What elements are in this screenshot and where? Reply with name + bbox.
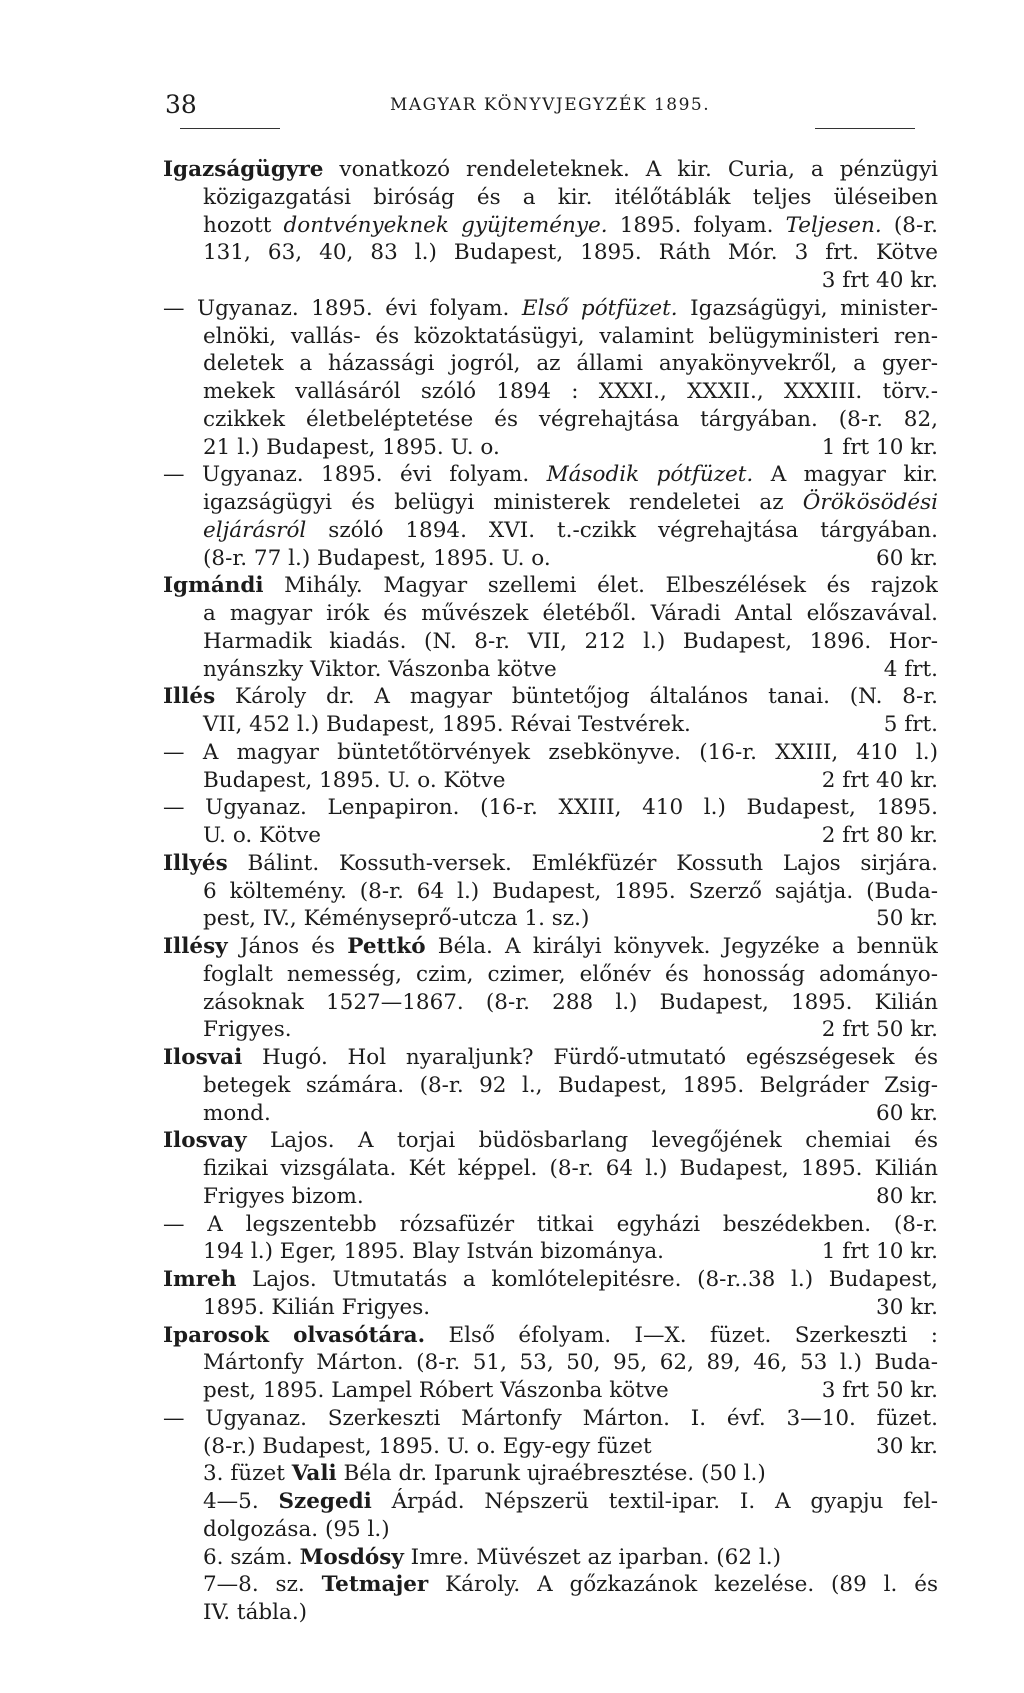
text-line [163, 683, 938, 711]
line-text: — Ugyanaz. 1895. évi folyam. [163, 462, 547, 488]
line-text: János és [227, 934, 348, 959]
line-text: fizikai vizsgálata. Két képpel. (8-r. 64 l.) Budapest, 1895. Kilián [203, 1156, 938, 1181]
line-text: pest, 1895. Lampel Róbert Vászonba kötve [203, 1378, 669, 1403]
italic-text: Örökösödési [802, 490, 938, 515]
line-text: pest, IV., Kéményseprő-utcza 1. sz.) [203, 906, 590, 932]
italic-text: Teljesen. [785, 212, 882, 238]
text-line [163, 545, 938, 573]
line-text: — A legszentebb rózsafüzér titkai egyházi beszédekben. (8-r. [163, 1211, 938, 1237]
line-text: mekek vallásáról szóló 1894 : XXXI., XXXII., XXXIII. törv.- [203, 379, 938, 404]
italic-text: dontvényeknek gyüjteménye. [283, 212, 608, 238]
line-text: (8-r. [881, 212, 938, 238]
line-text: Lajos. A torjai büdösbarlang levegőjének chemiai és [246, 1128, 938, 1154]
entry-author: Szegedi [278, 1489, 372, 1514]
line-text: a magyar irók és művészek életéből. Váradi Antal előszavával. [203, 601, 938, 626]
line-text: nyánszky Viktor. Vászonba kötve [203, 656, 557, 682]
price: 50 kr. [876, 906, 938, 932]
line-text: elnöki, vallás- és közoktatásügyi, valamint belügyministeri ren- [203, 323, 938, 349]
italic-text: Első pótfüzet. [521, 295, 678, 321]
italic-text: eljárásról [203, 517, 307, 543]
entry-author: Pettkó [347, 934, 426, 959]
text-line [163, 350, 938, 378]
price: 3 frt 40 kr. [821, 268, 938, 293]
price: 2 frt 50 kr. [821, 1017, 938, 1043]
text-line [163, 989, 938, 1017]
line-text: Árpád. Népszerü textil-ipar. I. A gyapju fel- [371, 1489, 938, 1514]
entry-author: Illésy [163, 934, 228, 959]
text-line [163, 822, 938, 850]
text-line [163, 267, 938, 295]
line-text: — A magyar büntetőtörvények zsebkönyve. (16-r. XXIII, 410 l.) [163, 739, 938, 765]
text-line [163, 1405, 938, 1433]
line-text: Béla. A királyi könyvek. Jegyzéke a bennük [425, 934, 938, 959]
entry-author: Ilosvai [163, 1045, 243, 1070]
text-line [163, 933, 938, 961]
line-text: foglalt nemesség, czim, czimer, előnév és honosság adományo- [203, 961, 938, 987]
line-text: 194 l.) Eger, 1895. Blay István bizománya. [203, 1239, 665, 1265]
text-line [163, 239, 938, 267]
line-text: Bálint. Kossuth-versek. Emlékfüzér Kossuth Lajos sirjára. [227, 850, 938, 876]
text-line [163, 711, 938, 739]
line-text: 6. szám. [203, 1544, 300, 1570]
line-text: — Ugyanaz. Szerkeszti Mártonfy Márton. I. évf. 3—10. füzet. [163, 1405, 938, 1431]
text-line [163, 212, 938, 240]
text-line [163, 156, 938, 184]
line-text: Mártonfy Márton. (8-r. 51, 53, 50, 95, 62, 89, 46, 53 l.) Buda- [203, 1350, 938, 1376]
line-text: 7—8. sz. [203, 1572, 322, 1598]
bibliography-text [163, 156, 938, 1627]
text-line [163, 1571, 938, 1599]
text-line [163, 1433, 938, 1461]
page-number: 38 [165, 90, 197, 119]
text-line [163, 1155, 938, 1183]
text-line [163, 406, 938, 434]
line-text: Harmadik kiadás. (N. 8-r. VII, 212 l.) Budapest, 1896. Hor- [203, 628, 938, 654]
text-line [163, 489, 938, 517]
entry-author: Igazságügyre [163, 157, 324, 182]
line-text: IV. tábla.) [203, 1600, 308, 1625]
text-line [163, 1127, 938, 1155]
text-line [163, 1460, 938, 1488]
text-line [163, 323, 938, 351]
line-text: deletek a házassági jogról, az állami anyakönyvekről, a gyer- [203, 351, 938, 377]
price: 5 frt. [883, 712, 938, 737]
page-header [0, 80, 1024, 120]
price: 80 kr. [876, 1183, 938, 1209]
line-text: VII, 452 l.) Budapest, 1895. Révai Testvérek. [203, 712, 691, 737]
text-line [163, 850, 938, 878]
header-rule-right [815, 128, 915, 129]
price: 1 frt 10 kr. [821, 1239, 938, 1265]
text-line [163, 434, 938, 462]
text-line [163, 295, 938, 323]
line-text: 1895. Kilián Frigyes. [203, 1294, 431, 1320]
text-line [163, 905, 938, 933]
line-text: Károly dr. A magyar büntetőjog általános tanai. (N. 8-r. [215, 684, 938, 710]
line-text: czikkek életbeléptetése és végrehajtása tárgyában. (8-r. 82, [203, 406, 938, 432]
line-text: 131, 63, 40, 83 l.) Budapest, 1895. Ráth Mór. 3 frt. Kötve [203, 240, 938, 266]
entry-author: Mosdósy [299, 1544, 404, 1570]
price: 4 frt. [883, 656, 938, 682]
text-line [163, 1183, 938, 1211]
entry-author: Illés [163, 684, 216, 710]
text-line [163, 572, 938, 600]
price: 1 frt 10 kr. [821, 434, 938, 460]
text-line [163, 1349, 938, 1377]
entry-author: Imreh [163, 1267, 237, 1292]
text-line [163, 767, 938, 795]
line-text: Hugó. Hol nyaraljunk? Fürdő-utmutató egészségesek és [242, 1045, 938, 1070]
line-text: — Ugyanaz. 1895. évi folyam. [163, 295, 522, 321]
text-line [163, 1377, 938, 1405]
line-text: Igazságügyi, minister- [677, 295, 938, 321]
text-line [163, 794, 938, 822]
text-line [163, 961, 938, 989]
text-line [163, 1599, 938, 1627]
text-line [163, 878, 938, 906]
price: 30 kr. [876, 1294, 938, 1320]
entry-author: Illyés [163, 850, 228, 876]
italic-text: Második pótfüzet. [546, 462, 754, 488]
line-text: Frigyes. [203, 1017, 292, 1043]
line-text: Frigyes bizom. [203, 1183, 364, 1209]
running-title: MAGYAR KÖNYVJEGYZÉK 1895. [390, 95, 711, 115]
line-text: közigazgatási biróság és a kir. itélőtáblák teljes üléseiben [203, 184, 938, 210]
line-text: szóló 1894. XVI. t.-czikk végrehajtása tárgyában. [306, 517, 938, 543]
line-text: 21 l.) Budapest, 1895. U. o. [203, 434, 500, 460]
text-line [163, 378, 938, 406]
line-text: 4—5. [203, 1489, 279, 1514]
line-text: Első éfolyam. I—X. füzet. Szerkeszti : [425, 1322, 938, 1348]
price: 2 frt 80 kr. [821, 823, 938, 848]
text-line [163, 461, 938, 489]
line-text: zásoknak 1527—1867. (8-r. 288 l.) Budapest, 1895. Kilián [203, 989, 938, 1015]
text-line [163, 517, 938, 545]
line-text: Károly. A gőzkazánok kezelése. (89 l. és [428, 1572, 938, 1598]
price: 30 kr. [876, 1433, 938, 1459]
line-text: betegek számára. (8-r. 92 l., Budapest, 1895. Belgráder Zsig- [203, 1072, 938, 1098]
line-text: mond. [203, 1100, 271, 1126]
entry-author: Iparosok olvasótára. [163, 1322, 426, 1348]
entry-author: Vali [291, 1461, 337, 1487]
entry-author: Tetmajer [321, 1572, 429, 1598]
text-line [163, 184, 938, 212]
line-text: A magyar kir. [753, 462, 938, 488]
line-text: vonatkozó rendeleteknek. A kir. Curia, a pénzügyi [323, 157, 938, 182]
text-line [163, 1211, 938, 1239]
price: 60 kr. [876, 1100, 938, 1126]
entry-author: Ilosvay [163, 1128, 247, 1154]
line-text: Lajos. Utmutatás a komlótelepitésre. (8-r..38 l.) Budapest, [236, 1267, 938, 1292]
header-rule-left [180, 128, 280, 129]
text-line [163, 656, 938, 684]
text-line [163, 1294, 938, 1322]
line-text: dolgozása. (95 l.) [203, 1516, 390, 1542]
text-line [163, 600, 938, 628]
text-line [163, 739, 938, 767]
entry-author: Igmándi [163, 573, 264, 599]
text-line [163, 1322, 938, 1350]
line-text: (8-r.) Budapest, 1895. U. o. Egy-egy füzet [203, 1433, 652, 1459]
line-text: 6 költemény. (8-r. 64 l.) Budapest, 1895. Szerző sajátja. (Buda- [203, 878, 938, 904]
line-text: 3. füzet [203, 1461, 292, 1487]
text-line [163, 1016, 938, 1044]
line-text: Mihály. Magyar szellemi élet. Elbeszélések és rajzok [263, 573, 938, 599]
line-text: (8-r. 77 l.) Budapest, 1895. U. o. [203, 545, 551, 571]
text-line [163, 628, 938, 656]
price: 3 frt 50 kr. [821, 1378, 938, 1403]
price: 60 kr. [876, 545, 938, 571]
text-line [163, 1238, 938, 1266]
line-text: Budapest, 1895. U. o. Kötve [203, 767, 506, 793]
line-text: igazságügyi és belügyi ministerek rendeletei az [203, 490, 803, 515]
line-text: 1895. folyam. [607, 212, 786, 238]
line-text: — Ugyanaz. Lenpapiron. (16-r. XXIII, 410 l.) Budapest, 1895. [163, 795, 938, 821]
text-line [163, 1544, 938, 1572]
text-line [163, 1044, 938, 1072]
line-text: Imre. Müvészet az iparban. (62 l.) [403, 1544, 781, 1570]
text-line [163, 1488, 938, 1516]
line-text: U. o. Kötve [203, 823, 321, 848]
text-line [163, 1100, 938, 1128]
text-line [163, 1516, 938, 1544]
text-line [163, 1072, 938, 1100]
line-text: hozott [203, 212, 284, 238]
price: 2 frt 40 kr. [821, 767, 938, 793]
text-line [163, 1266, 938, 1294]
line-text: Béla dr. Iparunk ujraébresztése. (50 l.) [336, 1461, 766, 1487]
